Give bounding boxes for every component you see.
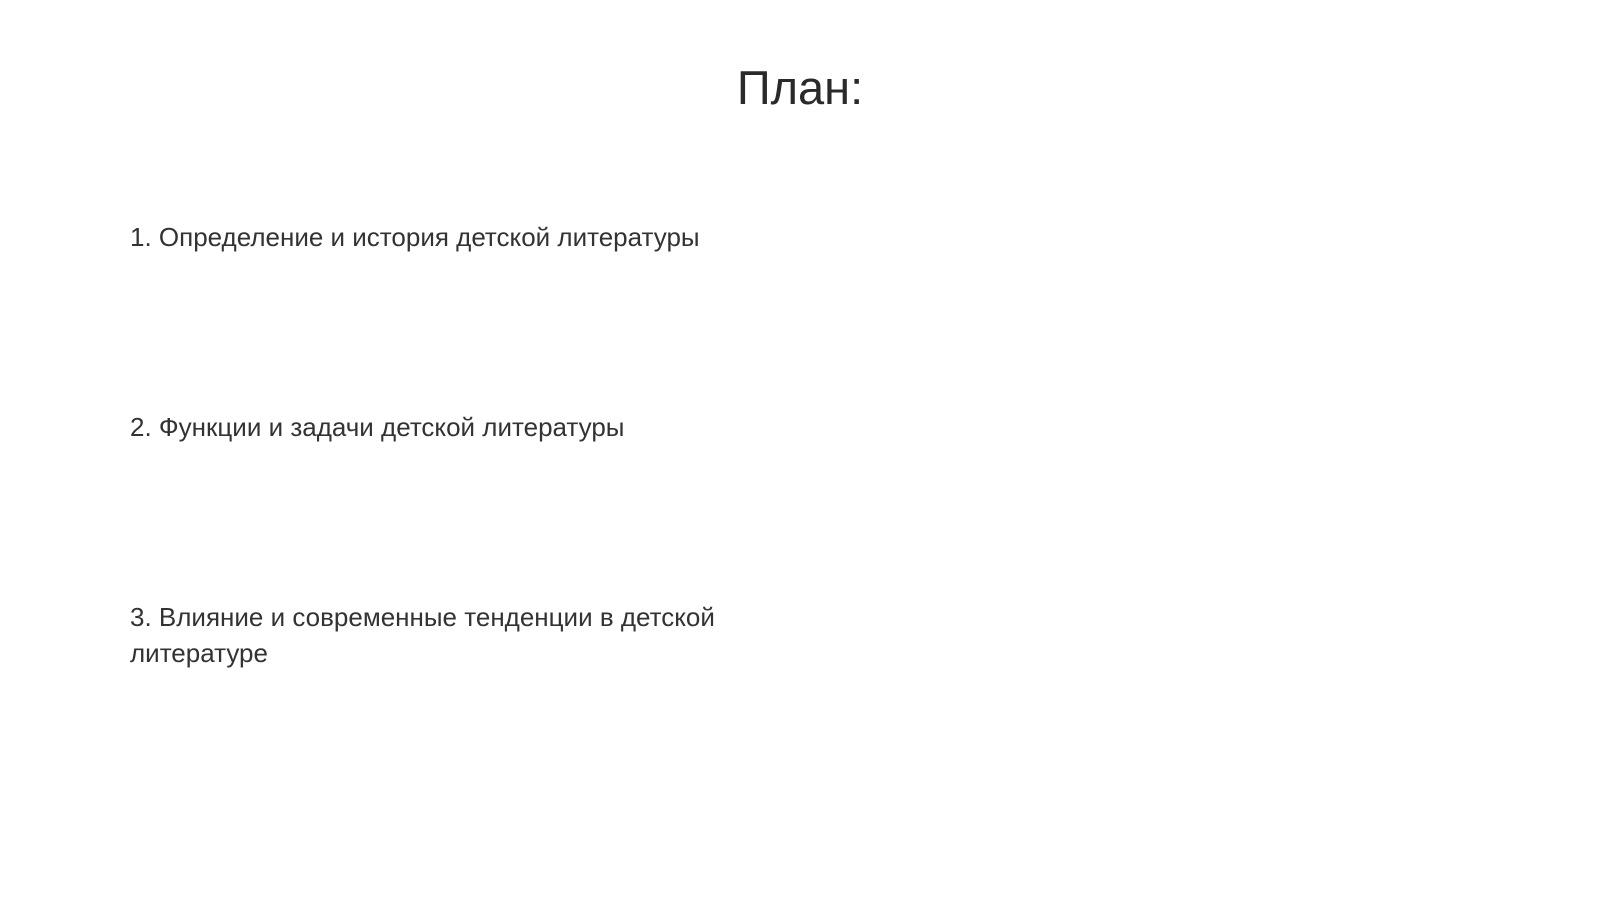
plan-item-1: 1. Определение и история детской литературы [130, 222, 700, 252]
slide-title: План: [736, 61, 864, 114]
plan-item-2: 2. Функции и задачи детской литературы [130, 412, 625, 442]
plan-item-3: 3. Влияние и современные тенденции в детской литературе [130, 602, 715, 668]
